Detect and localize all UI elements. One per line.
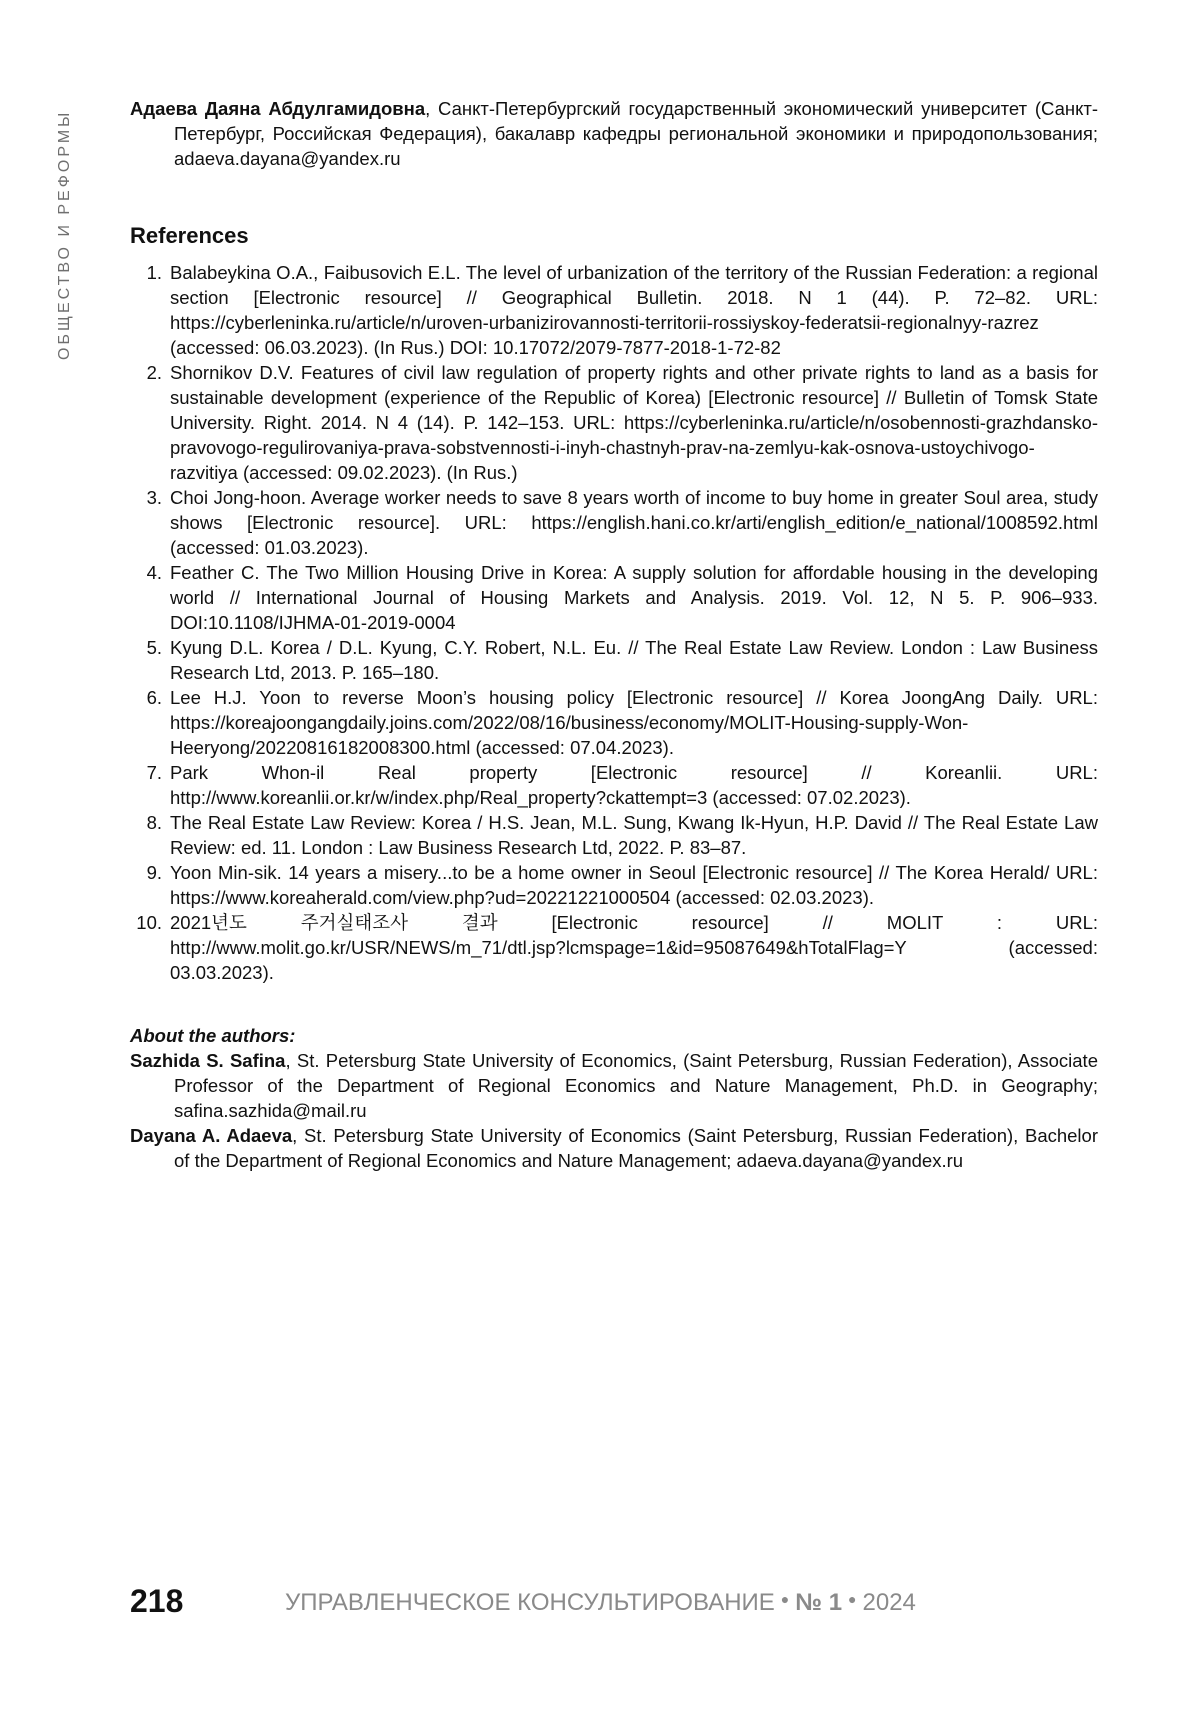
reference-text: Shornikov D.V. Features of civil law regulation of property rights and other private rights to land as a basis for sustainable development (experience of the Republic of Korea) [Electronic resource] // Bulletin of Tomsk State University. Right. 2014. N 4 (14). P. 142–153. URL: https://cyberleninka.ru/article/n/osobennosti-grazhdansko-pravovogo-regulirovaniya-prava-sobstvennosti-i-inyh-chastnyh-prav-na-zemlyu-kak-osnova-ustoychivogo-razvitiya (accessed: 09.02.2023). (In Rus.) <box>170 362 1098 483</box>
reference-item <box>130 635 1098 685</box>
reference-number: 2. <box>130 360 162 385</box>
reference-item <box>130 260 1098 360</box>
references-list <box>130 260 1098 985</box>
issue-year: 2024 <box>863 1589 916 1616</box>
issue-number: № 1 <box>795 1589 842 1616</box>
reference-number: 1. <box>130 260 162 285</box>
reference-number: 4. <box>130 560 162 585</box>
section-side-label: ОБЩЕСТВО И РЕФОРМЫ <box>56 80 84 360</box>
journal-title: УПРАВЛЕНЧЕСКОЕ КОНСУЛЬТИРОВАНИЕ <box>285 1589 775 1616</box>
about-authors-heading: About the authors: <box>130 1023 1098 1048</box>
reference-item <box>130 360 1098 485</box>
journal-title-line <box>285 1589 916 1617</box>
reference-number: 5. <box>130 635 162 660</box>
reference-number: 8. <box>130 810 162 835</box>
author-name: Sazhida S. Safina <box>130 1050 285 1071</box>
separator-dot: ● <box>781 1591 789 1607</box>
reference-text: 2021년도 주거실태조사 결과 [Electronic resource] // MOLIT : URL: http://www.molit.go.kr/USR/NEWS/m_71/dtl.jsp?lcmspage=1&id=95087649&hTotalFlag=Y (accessed: 03.03.2023). <box>170 912 1098 983</box>
author-entry <box>130 1123 1098 1173</box>
reference-text: Lee H.J. Yoon to reverse Moon’s housing policy [Electronic resource] // Korea JoongAng Daily. URL: https://koreajoongangdaily.joins.com/2022/08/16/business/economy/MOLIT-Housing-supply-Won-Heeryong/20220816182008300.html (accessed: 07.04.2023). <box>170 687 1098 758</box>
reference-text: Kyung D.L. Korea / D.L. Kyung, C.Y. Robert, N.L. Eu. // The Real Estate Law Review. London : Law Business Research Ltd, 2013. P. 165–180. <box>170 637 1098 683</box>
author-name-ru: Адаева Даяна Абдулгамидовна <box>130 98 425 119</box>
author-details: , St. Petersburg State University of Economics, (Saint Petersburg, Russian Federation), Associate Professor of the Department of Regional Economics and Nature Management, Ph.D. in Geography; safina.sazhida@mail.ru <box>174 1050 1098 1121</box>
reference-number: 10. <box>130 910 162 935</box>
page-content <box>130 96 1098 1173</box>
author-details-ru: , Санкт-Петербургский государственный экономический университет (Санкт-Петербург, Российская Федерация), бакалавр кафедры региональной экономики и природопользования; adaeva.dayana@yandex.ru <box>174 98 1098 169</box>
reference-number: 7. <box>130 760 162 785</box>
reference-item <box>130 685 1098 760</box>
author-details: , St. Petersburg State University of Economics (Saint Petersburg, Russian Federation), Bachelor of the Department of Regional Economics and Nature Management; adaeva.dayana@yandex.ru <box>174 1125 1098 1171</box>
page-footer <box>130 1583 1098 1623</box>
reference-item <box>130 760 1098 810</box>
author-entry <box>130 1048 1098 1123</box>
author-name: Dayana A. Adaeva <box>130 1125 292 1146</box>
reference-text: Balabeykina O.A., Faibusovich E.L. The level of urbanization of the territory of the Russian Federation: a regional section [Electronic resource] // Geographical Bulletin. 2018. N 1 (44). P. 72–82. URL: https://cyberleninka.ru/article/n/uroven-urbanizirovannosti-territorii-rossiyskoy-federatsii-regionalnyy-razrez (accessed: 06.03.2023). (In Rus.) DOI: 10.17072/2079-7877-2018-1-72-82 <box>170 262 1098 358</box>
reference-item <box>130 910 1098 985</box>
reference-number: 9. <box>130 860 162 885</box>
reference-text: Choi Jong-hoon. Average worker needs to save 8 years worth of income to buy home in greater Soul area, study shows [Electronic resource]. URL: https://english.hani.co.kr/arti/english_edition/e_national/1008592.html (accessed: 01.03.2023). <box>170 487 1098 558</box>
reference-text: Park Whon-il Real property [Electronic resource] // Koreanlii. URL: http://www.koreanlii.or.kr/w/index.php/Real_property?ckattempt=3 (accessed: 07.02.2023). <box>170 762 1098 808</box>
reference-item <box>130 810 1098 860</box>
reference-number: 6. <box>130 685 162 710</box>
reference-number: 3. <box>130 485 162 510</box>
author-info-ru <box>130 96 1098 171</box>
page-number: 218 <box>130 1583 183 1620</box>
reference-item <box>130 485 1098 560</box>
reference-item <box>130 560 1098 635</box>
reference-text: Yoon Min-sik. 14 years a misery...to be a home owner in Seoul [Electronic resource] // The Korea Herald/ URL: https://www.koreaherald.com/view.php?ud=20221221000504 (accessed: 02.03.2023). <box>170 862 1098 908</box>
reference-text: The Real Estate Law Review: Korea / H.S. Jean, M.L. Sung, Kwang Ik-Hyun, H.P. David // The Real Estate Law Review: ed. 11. London : Law Business Research Ltd, 2022. P. 83–87. <box>170 812 1098 858</box>
references-heading: References <box>130 223 1098 248</box>
separator-dot: ● <box>848 1591 856 1607</box>
reference-text: Feather C. The Two Million Housing Drive in Korea: A supply solution for affordable housing in the developing world // International Journal of Housing Markets and Analysis. 2019. Vol. 12, N 5. P. 906–933. DOI:10.1108/IJHMA-01-2019-0004 <box>170 562 1098 633</box>
reference-item <box>130 860 1098 910</box>
